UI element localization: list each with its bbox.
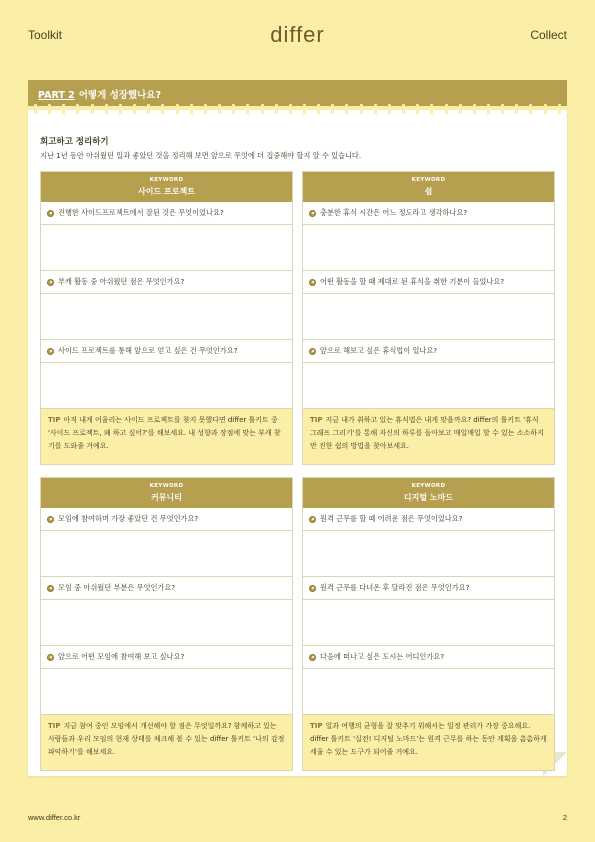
tip-text: 아직 내게 어울리는 사이드 프로젝트를 찾지 못했다면 differ 툴키트 중 '사이드 프로젝트, 왜 하고 싶어?'를 해보세요. 내 성향과 장점에 맞는 부캐 찾기를 도와줄 거예요. xyxy=(48,416,281,450)
footer-url[interactable]: www.differ.co.kr xyxy=(28,813,81,822)
keyword-box-side-project xyxy=(40,171,293,465)
answer-area[interactable] xyxy=(303,531,554,577)
keyword-label: KEYWORD xyxy=(411,177,446,183)
binder-tick xyxy=(360,104,363,114)
tip-label: TIP xyxy=(310,416,323,424)
tip-label: TIP xyxy=(310,722,323,730)
tip-text: 지금 내가 취하고 있는 휴식법은 내게 맞을까요? differ의 툴키트 '휴식 그래프 그리기'를 통해 자신의 하루를 돌아보고 매일매일 할 수 있는 소소하지만 진한 쉼의 방법을 찾아보세요. xyxy=(310,416,544,450)
answer-area[interactable] xyxy=(41,363,292,409)
binder-tick xyxy=(558,104,561,114)
collect-label: Collect xyxy=(530,28,567,42)
answer-area[interactable] xyxy=(303,669,554,715)
keyword-header xyxy=(303,478,554,508)
binder-tick xyxy=(261,104,264,114)
bullet-icon xyxy=(309,585,316,592)
binder-tick xyxy=(331,104,334,114)
binder-tick xyxy=(133,104,136,114)
question-row xyxy=(303,577,554,600)
keyword-label: KEYWORD xyxy=(149,177,184,183)
binder-ticks xyxy=(28,104,567,116)
keyword-label: KEYWORD xyxy=(411,483,446,489)
binder-tick xyxy=(190,104,193,114)
tip-label: TIP xyxy=(48,416,61,424)
question-text: 진행한 사이드프로젝트에서 잘된 것은 무엇이었나요? xyxy=(58,208,224,217)
keyword-box-community xyxy=(40,477,293,771)
keyword-name: 사이드 프로젝트 xyxy=(138,187,195,196)
toolkit-label: Toolkit xyxy=(28,28,63,42)
page-number: 2 xyxy=(562,813,567,822)
keyword-label: KEYWORD xyxy=(149,483,184,489)
tip-box xyxy=(303,715,554,770)
binder-tick xyxy=(317,104,320,114)
binder-tick xyxy=(62,104,65,114)
keyword-name: 커뮤니티 xyxy=(151,493,182,502)
question-row xyxy=(303,646,554,669)
section-title: 회고하고 정리하기 xyxy=(40,137,109,147)
question-row xyxy=(41,577,292,600)
answer-area[interactable] xyxy=(303,363,554,409)
binder-tick xyxy=(218,104,221,114)
keyword-header xyxy=(41,172,292,202)
binder-tick xyxy=(345,104,348,114)
question-row xyxy=(41,340,292,363)
binder-tick xyxy=(487,104,490,114)
keyword-name: 쉼 xyxy=(424,187,433,196)
question-text: 어떤 활동을 할 때 제대로 된 휴식을 취한 기분이 들었나요? xyxy=(320,277,505,286)
binder-tick xyxy=(529,104,532,114)
keyword-header xyxy=(41,478,292,508)
part-heading: 어떻게 성장했나요? xyxy=(78,90,161,101)
question-text: 원격 근무를 다녀온 후 달라진 점은 무엇인가요? xyxy=(320,583,470,592)
binder-tick xyxy=(147,104,150,114)
answer-area[interactable] xyxy=(41,669,292,715)
bullet-icon xyxy=(47,516,54,523)
bullet-icon xyxy=(47,348,54,355)
answer-area[interactable] xyxy=(303,225,554,271)
tip-box xyxy=(41,409,292,464)
tip-label: TIP xyxy=(48,722,61,730)
binder-tick xyxy=(176,104,179,114)
binder-tick xyxy=(501,104,504,114)
question-row xyxy=(41,202,292,225)
tip-box xyxy=(41,715,292,770)
keyword-name: 디지털 노마드 xyxy=(403,493,454,502)
question-text: 모임 중 아쉬웠던 부분은 무엇인가요? xyxy=(58,583,176,592)
binder-tick xyxy=(544,104,547,114)
binder-tick xyxy=(48,104,51,114)
keyword-box-rest xyxy=(302,171,555,465)
part-title xyxy=(38,87,161,101)
binder-tick xyxy=(232,104,235,114)
question-text: 사이드 프로젝트를 통해 앞으로 얻고 싶은 건 무엇인가요? xyxy=(58,346,238,355)
binder-tick xyxy=(402,104,405,114)
binder-tick xyxy=(445,104,448,114)
question-text: 모임에 참여하며 가장 좋았던 건 무엇인가요? xyxy=(58,514,199,523)
question-text: 앞으로 해보고 싶은 휴식법이 있나요? xyxy=(320,346,438,355)
binder-tick xyxy=(76,104,79,114)
answer-area[interactable] xyxy=(41,225,292,271)
question-text: 앞으로 어떤 모임에 참여해 보고 싶나요? xyxy=(58,652,185,661)
tip-box xyxy=(303,409,554,464)
binder-tick xyxy=(119,104,122,114)
binder-tick xyxy=(374,104,377,114)
question-row xyxy=(303,508,554,531)
bullet-icon xyxy=(47,654,54,661)
binder-tick xyxy=(91,104,94,114)
question-row xyxy=(303,202,554,225)
keyword-header xyxy=(303,172,554,202)
bullet-icon xyxy=(309,516,316,523)
binder-tick xyxy=(430,104,433,114)
bullet-icon xyxy=(309,348,316,355)
binder-tick xyxy=(105,104,108,114)
bullet-icon xyxy=(47,210,54,217)
binder-tick xyxy=(303,104,306,114)
bullet-icon xyxy=(309,210,316,217)
question-text: 부캐 활동 중 아쉬웠던 점은 무엇인가요? xyxy=(58,277,185,286)
answer-area[interactable] xyxy=(41,531,292,577)
binder-tick xyxy=(515,104,518,114)
question-text: 다음에 떠나고 싶은 도시는 어디인가요? xyxy=(320,652,445,661)
answer-area[interactable] xyxy=(41,294,292,340)
part-band xyxy=(28,80,567,106)
bullet-icon xyxy=(47,585,54,592)
bullet-icon xyxy=(47,279,54,286)
tip-text: 지금 참여 중인 모임에서 개선해야 할 점은 무엇일까요? 함께하고 있는 사람들과 우리 모임의 현재 상태를 체크해 볼 수 있는 differ 툴키트 '나의 감정 파악하기'를 해보세요. xyxy=(48,722,285,756)
bullet-icon xyxy=(309,279,316,286)
binder-tick xyxy=(246,104,249,114)
bullet-icon xyxy=(309,654,316,661)
binder-tick xyxy=(161,104,164,114)
question-row xyxy=(303,340,554,363)
binder-tick xyxy=(204,104,207,114)
binder-tick xyxy=(34,104,37,114)
question-text: 원격 근무를 할 때 어려운 점은 무엇이었나요? xyxy=(320,514,463,523)
binder-tick xyxy=(289,104,292,114)
differ-logo: differ xyxy=(270,22,325,47)
answer-area[interactable] xyxy=(41,600,292,646)
binder-tick xyxy=(275,104,278,114)
tip-text: 일과 여행의 균형을 잘 맞추기 위해서는 일정 관리가 가장 중요해요. differ 툴키트 '실전! 디지털 노마드'는 원격 근무를 하는 동안 계획을 촘촘하게 세울 수 있는 도구가 되어줄 거예요. xyxy=(310,722,547,756)
question-row xyxy=(303,271,554,294)
section-subtitle: 지난 1년 동안 아쉬웠던 일과 좋았던 것을 정리해 보면 앞으로 무엇에 더 집중해야 할지 알 수 있습니다. xyxy=(40,151,362,160)
binder-tick xyxy=(388,104,391,114)
binder-tick xyxy=(473,104,476,114)
keyword-box-digital-nomad xyxy=(302,477,555,771)
question-row xyxy=(41,508,292,531)
question-row xyxy=(41,271,292,294)
part-number: PART 2 xyxy=(38,90,75,101)
question-text: 충분한 휴식 시간은 어느 정도라고 생각하나요? xyxy=(320,208,468,217)
binder-tick xyxy=(459,104,462,114)
answer-area[interactable] xyxy=(303,600,554,646)
question-row xyxy=(41,646,292,669)
binder-tick xyxy=(416,104,419,114)
answer-area[interactable] xyxy=(303,294,554,340)
